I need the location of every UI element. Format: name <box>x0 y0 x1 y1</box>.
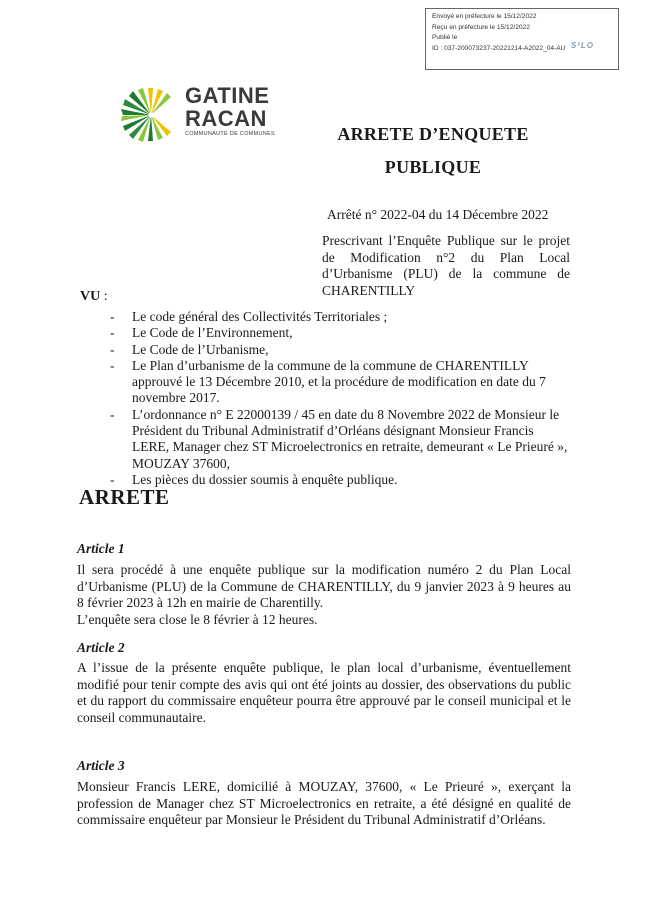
logo-text-racan: RACAN <box>185 106 267 131</box>
list-item <box>110 472 570 488</box>
article-1-paragraph: L’enquête sera close le 8 février à 12 heures. <box>77 611 318 627</box>
vu-heading <box>80 289 108 305</box>
arrete-heading: ARRETE <box>79 485 170 509</box>
vu-label: VU <box>80 289 101 304</box>
article-1-paragraph: Il sera procédé à une enquête publique sur la modification numéro 2 du Plan Local d’Urbanisme (PLU) de la Commune de CHARENTILLY, du 9 janvier 2023 à 9 heures au 8 février 2023 à 12h en mairie de Charentilly. <box>77 562 571 610</box>
list-dash: - <box>110 471 115 487</box>
vu-item-text: Le Code de l’Urbanisme, <box>132 341 269 357</box>
article-2-paragraph: A l’issue de la présente enquête publique, le plan local d’urbanisme, éventuellement modifié pour tenir compte des avis qui ont été joints au dossier, des observations du public et du rapport du commissaire enquêteur pourra être approuvé par le conseil municipal et le conseil communautaire. <box>77 660 571 725</box>
article-2-title: Article 2 <box>77 640 125 655</box>
vu-item-text: Le code général des Collectivités Territoriales ; <box>132 309 388 324</box>
vu-item-text: Les pièces du dossier soumis à enquête publique. <box>132 471 398 487</box>
stamp-id: ID : 037-200073237-20221214-A2022_04-AU <box>432 44 566 52</box>
document-title-line2: PUBLIQUE <box>384 157 482 177</box>
stamp-sent-date: Envoyé en préfecture le 15/12/2022 <box>432 13 537 20</box>
vu-item-text: Le Code de l’Environnement, <box>132 325 293 341</box>
vu-item-text: L’ordonnance n° E 22000139 / 45 en date du 8 Novembre 2022 de Monsieur le Président du Tribunal Administratif d’Orléans désignant Monsieur Francis LERE, Manager chez ST Microelectronics en retraite, demeurant « Le Prieuré », MOUZAY 37600, <box>132 406 568 471</box>
article-3-paragraph: Monsieur Francis LERE, domicilié à MOUZAY, 37600, « Le Prieuré », exerçant la profession de Manager chez ST Microelectronics en retraite, a été désigné en qualité de commissaire enquêteur par Monsieur le Président du Tribunal Administratif d’Orléans. <box>77 779 571 827</box>
list-dash: - <box>110 309 115 324</box>
stamp-published: Publié le <box>432 34 458 41</box>
list-item <box>110 309 570 325</box>
document-title-line1: ARRETE D’ENQUETE <box>337 124 529 144</box>
logo-text-gatine: GATINE <box>185 83 270 108</box>
stamp-received-date: Reçu en préfecture le 15/12/2022 <box>432 23 530 31</box>
list-item <box>110 325 570 341</box>
transmission-stamp <box>425 8 619 70</box>
logo-tagline: COMMUNAUTÉ DE COMMUNES <box>185 131 276 137</box>
decree-reference: Arrêté n° 2022-04 du 14 Décembre 2022 <box>327 207 549 222</box>
decree-prescription: Prescrivant l’Enquête Publique sur le projet de Modification n°2 du Plan Local d’Urbanisme (PLU) de la commune de CHARENTILLY <box>322 233 570 298</box>
article-3-title: Article 3 <box>77 758 125 773</box>
article-1-title: Article 1 <box>77 541 125 556</box>
article-3-body <box>77 779 571 829</box>
vu-list <box>110 309 570 488</box>
vu-item-text: Le Plan d’urbanisme de la commune de la commune de CHARENTILLY approuvé le 13 Décembre 2010, et la procédure de modification en date du 7 novembre 2017. <box>132 357 546 406</box>
list-item <box>110 407 570 472</box>
list-item <box>110 342 570 358</box>
leaf-burst-icon <box>115 88 177 142</box>
slow-logo-mark: S²LO <box>570 41 594 50</box>
list-dash: - <box>110 406 115 422</box>
list-dash: - <box>110 341 115 357</box>
list-dash: - <box>110 325 115 341</box>
list-item <box>110 358 570 407</box>
gatine-racan-logo <box>115 83 285 138</box>
vu-colon: : <box>100 289 108 304</box>
list-dash: - <box>110 357 115 373</box>
article-2-body <box>77 660 571 726</box>
article-1-body <box>77 562 571 628</box>
